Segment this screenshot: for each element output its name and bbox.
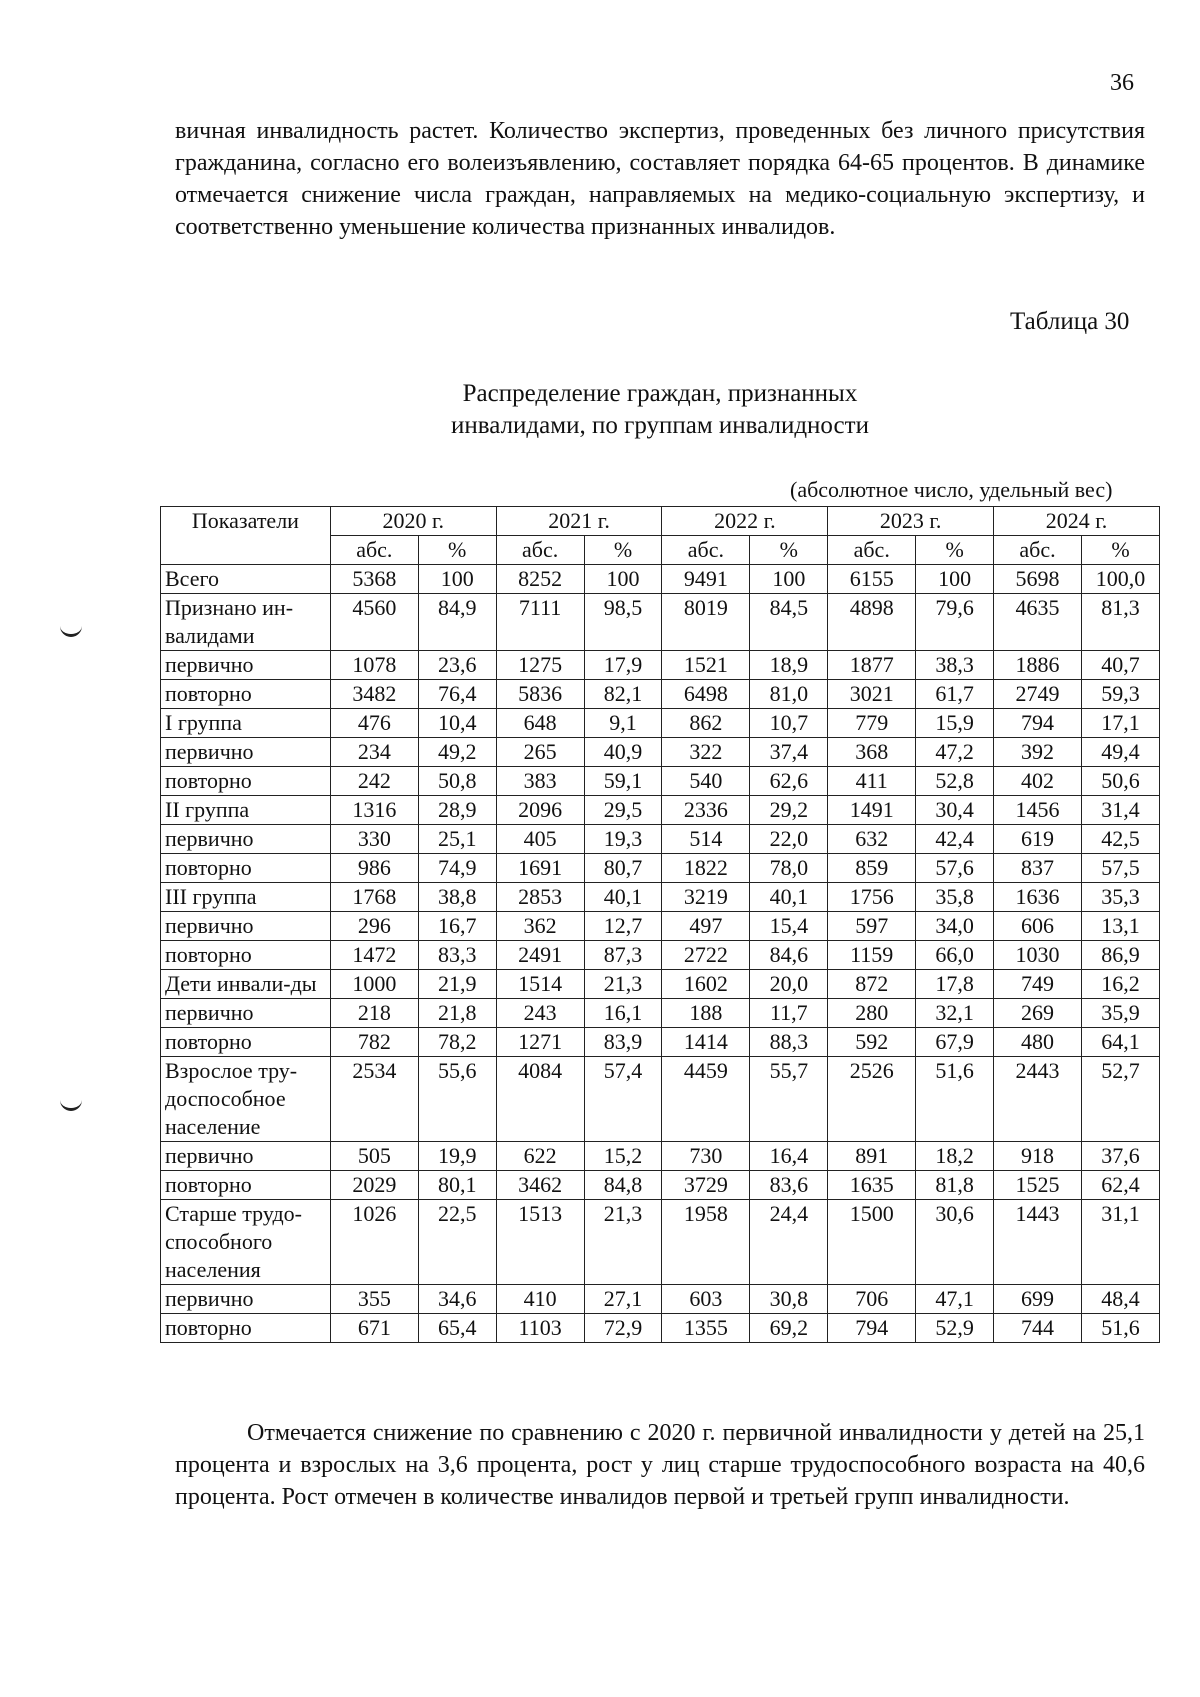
table-row xyxy=(161,1285,1160,1314)
cell-pct: 100 xyxy=(418,565,496,594)
cell-pct: 62,4 xyxy=(1081,1171,1159,1200)
cell-abs: 1768 xyxy=(330,883,418,912)
table-row xyxy=(161,941,1160,970)
cell-pct: 17,9 xyxy=(584,651,662,680)
cell-abs: 2443 xyxy=(994,1057,1082,1142)
subheader-pct: % xyxy=(1081,536,1159,565)
cell-pct: 27,1 xyxy=(584,1285,662,1314)
row-label: повторно xyxy=(161,854,331,883)
table-title-line2: инвалидами, по группам инвалидности xyxy=(451,412,869,439)
cell-pct: 9,1 xyxy=(584,709,662,738)
cell-pct: 20,0 xyxy=(750,970,828,999)
margin-mark xyxy=(60,624,82,637)
cell-pct: 40,1 xyxy=(750,883,828,912)
cell-pct: 10,7 xyxy=(750,709,828,738)
cell-pct: 42,4 xyxy=(916,825,994,854)
cell-abs: 592 xyxy=(828,1028,916,1057)
cell-pct: 100 xyxy=(584,565,662,594)
row-label: повторно xyxy=(161,767,331,796)
subheader-pct: % xyxy=(750,536,828,565)
cell-abs: 794 xyxy=(828,1314,916,1343)
subheader-pct: % xyxy=(584,536,662,565)
cell-abs: 744 xyxy=(994,1314,1082,1343)
cell-abs: 269 xyxy=(994,999,1082,1028)
cell-pct: 83,6 xyxy=(750,1171,828,1200)
cell-pct: 21,3 xyxy=(584,1200,662,1285)
cell-abs: 1355 xyxy=(662,1314,750,1343)
cell-abs: 505 xyxy=(330,1142,418,1171)
row-label: первично xyxy=(161,999,331,1028)
cell-abs: 918 xyxy=(994,1142,1082,1171)
disability-table xyxy=(160,506,1160,1343)
cell-abs: 3021 xyxy=(828,680,916,709)
cell-pct: 84,6 xyxy=(750,941,828,970)
cell-pct: 40,9 xyxy=(584,738,662,767)
cell-pct: 82,1 xyxy=(584,680,662,709)
cell-pct: 22,0 xyxy=(750,825,828,854)
table-row xyxy=(161,594,1160,651)
row-label: II группа xyxy=(161,796,331,825)
cell-pct: 62,6 xyxy=(750,767,828,796)
cell-abs: 3462 xyxy=(496,1171,584,1200)
cell-abs: 1316 xyxy=(330,796,418,825)
cell-pct: 52,9 xyxy=(916,1314,994,1343)
cell-pct: 78,2 xyxy=(418,1028,496,1057)
cell-pct: 100 xyxy=(916,565,994,594)
cell-abs: 2526 xyxy=(828,1057,916,1142)
cell-abs: 1000 xyxy=(330,970,418,999)
cell-pct: 47,2 xyxy=(916,738,994,767)
cell-pct: 83,3 xyxy=(418,941,496,970)
row-label: Всего xyxy=(161,565,331,594)
cell-pct: 100,0 xyxy=(1081,565,1159,594)
cell-pct: 50,6 xyxy=(1081,767,1159,796)
table-row xyxy=(161,1314,1160,1343)
subheader-abs: абс. xyxy=(496,536,584,565)
table-body xyxy=(161,565,1160,1343)
cell-abs: 1958 xyxy=(662,1200,750,1285)
cell-abs: 368 xyxy=(828,738,916,767)
cell-pct: 79,6 xyxy=(916,594,994,651)
cell-abs: 4560 xyxy=(330,594,418,651)
cell-abs: 671 xyxy=(330,1314,418,1343)
cell-abs: 2491 xyxy=(496,941,584,970)
cell-pct: 30,6 xyxy=(916,1200,994,1285)
cell-abs: 4898 xyxy=(828,594,916,651)
cell-abs: 405 xyxy=(496,825,584,854)
cell-pct: 61,7 xyxy=(916,680,994,709)
cell-abs: 296 xyxy=(330,912,418,941)
cell-abs: 188 xyxy=(662,999,750,1028)
header-year: 2022 г. xyxy=(662,507,828,536)
cell-abs: 622 xyxy=(496,1142,584,1171)
cell-abs: 648 xyxy=(496,709,584,738)
cell-pct: 86,9 xyxy=(1081,941,1159,970)
cell-abs: 859 xyxy=(828,854,916,883)
cell-abs: 1513 xyxy=(496,1200,584,1285)
cell-pct: 80,7 xyxy=(584,854,662,883)
cell-abs: 4635 xyxy=(994,594,1082,651)
row-label: I группа xyxy=(161,709,331,738)
cell-abs: 6498 xyxy=(662,680,750,709)
cell-pct: 35,3 xyxy=(1081,883,1159,912)
cell-abs: 986 xyxy=(330,854,418,883)
table-row xyxy=(161,970,1160,999)
cell-abs: 3729 xyxy=(662,1171,750,1200)
cell-pct: 69,2 xyxy=(750,1314,828,1343)
table-row xyxy=(161,565,1160,594)
cell-pct: 10,4 xyxy=(418,709,496,738)
cell-abs: 9491 xyxy=(662,565,750,594)
cell-pct: 57,4 xyxy=(584,1057,662,1142)
cell-pct: 37,4 xyxy=(750,738,828,767)
cell-pct: 49,2 xyxy=(418,738,496,767)
table-row xyxy=(161,1142,1160,1171)
cell-pct: 18,9 xyxy=(750,651,828,680)
cell-abs: 3482 xyxy=(330,680,418,709)
cell-pct: 88,3 xyxy=(750,1028,828,1057)
cell-abs: 1159 xyxy=(828,941,916,970)
table-row xyxy=(161,825,1160,854)
row-label: Дети инвали-ды xyxy=(161,970,331,999)
table-title xyxy=(360,378,960,442)
table-title-line1: Распределение граждан, признанных xyxy=(462,380,858,407)
cell-pct: 52,7 xyxy=(1081,1057,1159,1142)
subheader-abs: абс. xyxy=(828,536,916,565)
table-row xyxy=(161,854,1160,883)
cell-pct: 16,2 xyxy=(1081,970,1159,999)
table-row xyxy=(161,1200,1160,1285)
cell-abs: 2029 xyxy=(330,1171,418,1200)
cell-abs: 2534 xyxy=(330,1057,418,1142)
row-label: первично xyxy=(161,651,331,680)
cell-abs: 2722 xyxy=(662,941,750,970)
cell-abs: 1886 xyxy=(994,651,1082,680)
row-label: Признано ин-валидами xyxy=(161,594,331,651)
cell-pct: 74,9 xyxy=(418,854,496,883)
cell-pct: 19,3 xyxy=(584,825,662,854)
cell-pct: 72,9 xyxy=(584,1314,662,1343)
cell-pct: 55,6 xyxy=(418,1057,496,1142)
table-row xyxy=(161,651,1160,680)
cell-abs: 540 xyxy=(662,767,750,796)
subheader-pct: % xyxy=(418,536,496,565)
header-indicator: Показатели xyxy=(161,507,331,565)
row-label: повторно xyxy=(161,680,331,709)
cell-abs: 402 xyxy=(994,767,1082,796)
cell-abs: 632 xyxy=(828,825,916,854)
cell-abs: 8019 xyxy=(662,594,750,651)
cell-abs: 4459 xyxy=(662,1057,750,1142)
cell-abs: 1271 xyxy=(496,1028,584,1057)
cell-abs: 862 xyxy=(662,709,750,738)
cell-abs: 619 xyxy=(994,825,1082,854)
cell-abs: 1472 xyxy=(330,941,418,970)
row-label: первично xyxy=(161,1142,331,1171)
cell-abs: 330 xyxy=(330,825,418,854)
row-label: первично xyxy=(161,825,331,854)
subheader-abs: абс. xyxy=(662,536,750,565)
cell-abs: 2096 xyxy=(496,796,584,825)
cell-pct: 40,1 xyxy=(584,883,662,912)
table-row xyxy=(161,680,1160,709)
cell-abs: 5698 xyxy=(994,565,1082,594)
cell-abs: 1521 xyxy=(662,651,750,680)
cell-abs: 514 xyxy=(662,825,750,854)
row-label: III группа xyxy=(161,883,331,912)
cell-abs: 1500 xyxy=(828,1200,916,1285)
cell-pct: 81,8 xyxy=(916,1171,994,1200)
row-label: первично xyxy=(161,738,331,767)
cell-pct: 16,7 xyxy=(418,912,496,941)
cell-abs: 383 xyxy=(496,767,584,796)
cell-pct: 21,8 xyxy=(418,999,496,1028)
table-row xyxy=(161,1057,1160,1142)
cell-pct: 16,1 xyxy=(584,999,662,1028)
cell-abs: 779 xyxy=(828,709,916,738)
cell-pct: 66,0 xyxy=(916,941,994,970)
cell-pct: 64,1 xyxy=(1081,1028,1159,1057)
table-row xyxy=(161,767,1160,796)
row-label: первично xyxy=(161,1285,331,1314)
units-note: (абсолютное число, удельный вес) xyxy=(790,477,1113,502)
row-label: Старше трудо-способного населения xyxy=(161,1200,331,1285)
cell-abs: 730 xyxy=(662,1142,750,1171)
cell-abs: 265 xyxy=(496,738,584,767)
cell-abs: 1030 xyxy=(994,941,1082,970)
cell-pct: 84,5 xyxy=(750,594,828,651)
cell-pct: 47,1 xyxy=(916,1285,994,1314)
cell-pct: 13,1 xyxy=(1081,912,1159,941)
table-header-row xyxy=(161,507,1160,536)
cell-abs: 1822 xyxy=(662,854,750,883)
paragraph-bottom: Отмечается снижение по сравнению с 2020 г. первичной инвалидности у детей на 25,1 процента и взрослых на 3,6 процента, рост у лиц старше трудоспособного возраста на 40,6 процента. Рост отмечен в количестве инвалидов первой и третьей групп инвалидности. xyxy=(175,1420,1145,1510)
cell-pct: 81,3 xyxy=(1081,594,1159,651)
cell-abs: 410 xyxy=(496,1285,584,1314)
table-label: Таблица 30 xyxy=(1010,308,1130,335)
cell-abs: 1026 xyxy=(330,1200,418,1285)
cell-pct: 78,0 xyxy=(750,854,828,883)
cell-abs: 1636 xyxy=(994,883,1082,912)
cell-abs: 2853 xyxy=(496,883,584,912)
cell-pct: 65,4 xyxy=(418,1314,496,1343)
cell-abs: 1491 xyxy=(828,796,916,825)
cell-abs: 6155 xyxy=(828,565,916,594)
cell-abs: 1443 xyxy=(994,1200,1082,1285)
header-year: 2021 г. xyxy=(496,507,662,536)
cell-abs: 480 xyxy=(994,1028,1082,1057)
cell-abs: 497 xyxy=(662,912,750,941)
cell-abs: 243 xyxy=(496,999,584,1028)
cell-abs: 7111 xyxy=(496,594,584,651)
cell-pct: 59,1 xyxy=(584,767,662,796)
cell-pct: 18,2 xyxy=(916,1142,994,1171)
cell-pct: 34,6 xyxy=(418,1285,496,1314)
cell-abs: 8252 xyxy=(496,565,584,594)
cell-pct: 15,2 xyxy=(584,1142,662,1171)
row-label: повторно xyxy=(161,1314,331,1343)
cell-pct: 59,3 xyxy=(1081,680,1159,709)
cell-abs: 411 xyxy=(828,767,916,796)
cell-pct: 35,8 xyxy=(916,883,994,912)
cell-abs: 1602 xyxy=(662,970,750,999)
cell-abs: 891 xyxy=(828,1142,916,1171)
cell-abs: 3219 xyxy=(662,883,750,912)
table-row xyxy=(161,709,1160,738)
cell-abs: 597 xyxy=(828,912,916,941)
cell-pct: 51,6 xyxy=(1081,1314,1159,1343)
cell-abs: 1078 xyxy=(330,651,418,680)
subheader-abs: абс. xyxy=(994,536,1082,565)
cell-pct: 23,6 xyxy=(418,651,496,680)
cell-abs: 782 xyxy=(330,1028,418,1057)
page-number: 36 xyxy=(1110,70,1134,96)
cell-abs: 1514 xyxy=(496,970,584,999)
table-row xyxy=(161,912,1160,941)
cell-pct: 17,8 xyxy=(916,970,994,999)
cell-abs: 872 xyxy=(828,970,916,999)
cell-pct: 51,6 xyxy=(916,1057,994,1142)
cell-pct: 67,9 xyxy=(916,1028,994,1057)
table-row xyxy=(161,1028,1160,1057)
cell-abs: 1635 xyxy=(828,1171,916,1200)
cell-abs: 280 xyxy=(828,999,916,1028)
cell-abs: 5368 xyxy=(330,565,418,594)
row-label: первично xyxy=(161,912,331,941)
cell-pct: 98,5 xyxy=(584,594,662,651)
cell-pct: 50,8 xyxy=(418,767,496,796)
cell-pct: 12,7 xyxy=(584,912,662,941)
cell-abs: 362 xyxy=(496,912,584,941)
row-label: Взрослое тру-доспособное население xyxy=(161,1057,331,1142)
cell-pct: 21,9 xyxy=(418,970,496,999)
cell-pct: 57,6 xyxy=(916,854,994,883)
cell-pct: 29,5 xyxy=(584,796,662,825)
cell-abs: 1275 xyxy=(496,651,584,680)
cell-pct: 24,4 xyxy=(750,1200,828,1285)
cell-abs: 5836 xyxy=(496,680,584,709)
cell-pct: 17,1 xyxy=(1081,709,1159,738)
cell-pct: 100 xyxy=(750,565,828,594)
cell-abs: 1877 xyxy=(828,651,916,680)
cell-pct: 30,8 xyxy=(750,1285,828,1314)
table-row xyxy=(161,883,1160,912)
cell-abs: 392 xyxy=(994,738,1082,767)
table-row xyxy=(161,999,1160,1028)
cell-abs: 1456 xyxy=(994,796,1082,825)
cell-pct: 30,4 xyxy=(916,796,994,825)
subheader-pct: % xyxy=(916,536,994,565)
cell-pct: 35,9 xyxy=(1081,999,1159,1028)
cell-abs: 837 xyxy=(994,854,1082,883)
cell-abs: 603 xyxy=(662,1285,750,1314)
table-row xyxy=(161,1171,1160,1200)
paragraph-top: вичная инвалидность растет. Количество экспертиз, проведенных без личного присутствия гражданина, согласно его волеизъявлению, составляет порядка 64-65 процентов. В динамике отмечается снижение числа граждан, направляемых на медико-социальную экспертизу, и соответственно уменьшение количества признанных инвалидов. xyxy=(175,118,1145,240)
cell-abs: 234 xyxy=(330,738,418,767)
cell-pct: 42,5 xyxy=(1081,825,1159,854)
row-label: повторно xyxy=(161,1028,331,1057)
cell-abs: 1756 xyxy=(828,883,916,912)
cell-pct: 38,8 xyxy=(418,883,496,912)
cell-abs: 2336 xyxy=(662,796,750,825)
cell-abs: 1691 xyxy=(496,854,584,883)
cell-pct: 19,9 xyxy=(418,1142,496,1171)
cell-abs: 699 xyxy=(994,1285,1082,1314)
cell-abs: 606 xyxy=(994,912,1082,941)
cell-abs: 794 xyxy=(994,709,1082,738)
cell-pct: 15,9 xyxy=(916,709,994,738)
cell-pct: 49,4 xyxy=(1081,738,1159,767)
cell-pct: 52,8 xyxy=(916,767,994,796)
cell-pct: 80,1 xyxy=(418,1171,496,1200)
cell-pct: 48,4 xyxy=(1081,1285,1159,1314)
cell-abs: 2749 xyxy=(994,680,1082,709)
cell-abs: 242 xyxy=(330,767,418,796)
cell-abs: 1103 xyxy=(496,1314,584,1343)
cell-abs: 322 xyxy=(662,738,750,767)
row-label: повторно xyxy=(161,941,331,970)
cell-pct: 57,5 xyxy=(1081,854,1159,883)
header-year: 2020 г. xyxy=(330,507,496,536)
cell-abs: 706 xyxy=(828,1285,916,1314)
cell-pct: 29,2 xyxy=(750,796,828,825)
margin-mark xyxy=(60,1098,82,1111)
cell-pct: 22,5 xyxy=(418,1200,496,1285)
cell-pct: 81,0 xyxy=(750,680,828,709)
cell-pct: 34,0 xyxy=(916,912,994,941)
header-year: 2024 г. xyxy=(994,507,1160,536)
cell-abs: 218 xyxy=(330,999,418,1028)
cell-pct: 76,4 xyxy=(418,680,496,709)
cell-abs: 1414 xyxy=(662,1028,750,1057)
subheader-abs: абс. xyxy=(330,536,418,565)
cell-pct: 25,1 xyxy=(418,825,496,854)
cell-pct: 55,7 xyxy=(750,1057,828,1142)
cell-abs: 749 xyxy=(994,970,1082,999)
cell-pct: 40,7 xyxy=(1081,651,1159,680)
cell-pct: 16,4 xyxy=(750,1142,828,1171)
cell-pct: 21,3 xyxy=(584,970,662,999)
row-label: повторно xyxy=(161,1171,331,1200)
cell-abs: 4084 xyxy=(496,1057,584,1142)
cell-pct: 87,3 xyxy=(584,941,662,970)
table-row xyxy=(161,738,1160,767)
cell-pct: 32,1 xyxy=(916,999,994,1028)
cell-pct: 28,9 xyxy=(418,796,496,825)
table-row xyxy=(161,796,1160,825)
cell-pct: 83,9 xyxy=(584,1028,662,1057)
header-year: 2023 г. xyxy=(828,507,994,536)
cell-pct: 15,4 xyxy=(750,912,828,941)
cell-abs: 476 xyxy=(330,709,418,738)
cell-pct: 11,7 xyxy=(750,999,828,1028)
cell-abs: 355 xyxy=(330,1285,418,1314)
cell-pct: 31,4 xyxy=(1081,796,1159,825)
cell-pct: 84,8 xyxy=(584,1171,662,1200)
cell-pct: 38,3 xyxy=(916,651,994,680)
cell-pct: 31,1 xyxy=(1081,1200,1159,1285)
cell-pct: 37,6 xyxy=(1081,1142,1159,1171)
cell-pct: 84,9 xyxy=(418,594,496,651)
cell-abs: 1525 xyxy=(994,1171,1082,1200)
